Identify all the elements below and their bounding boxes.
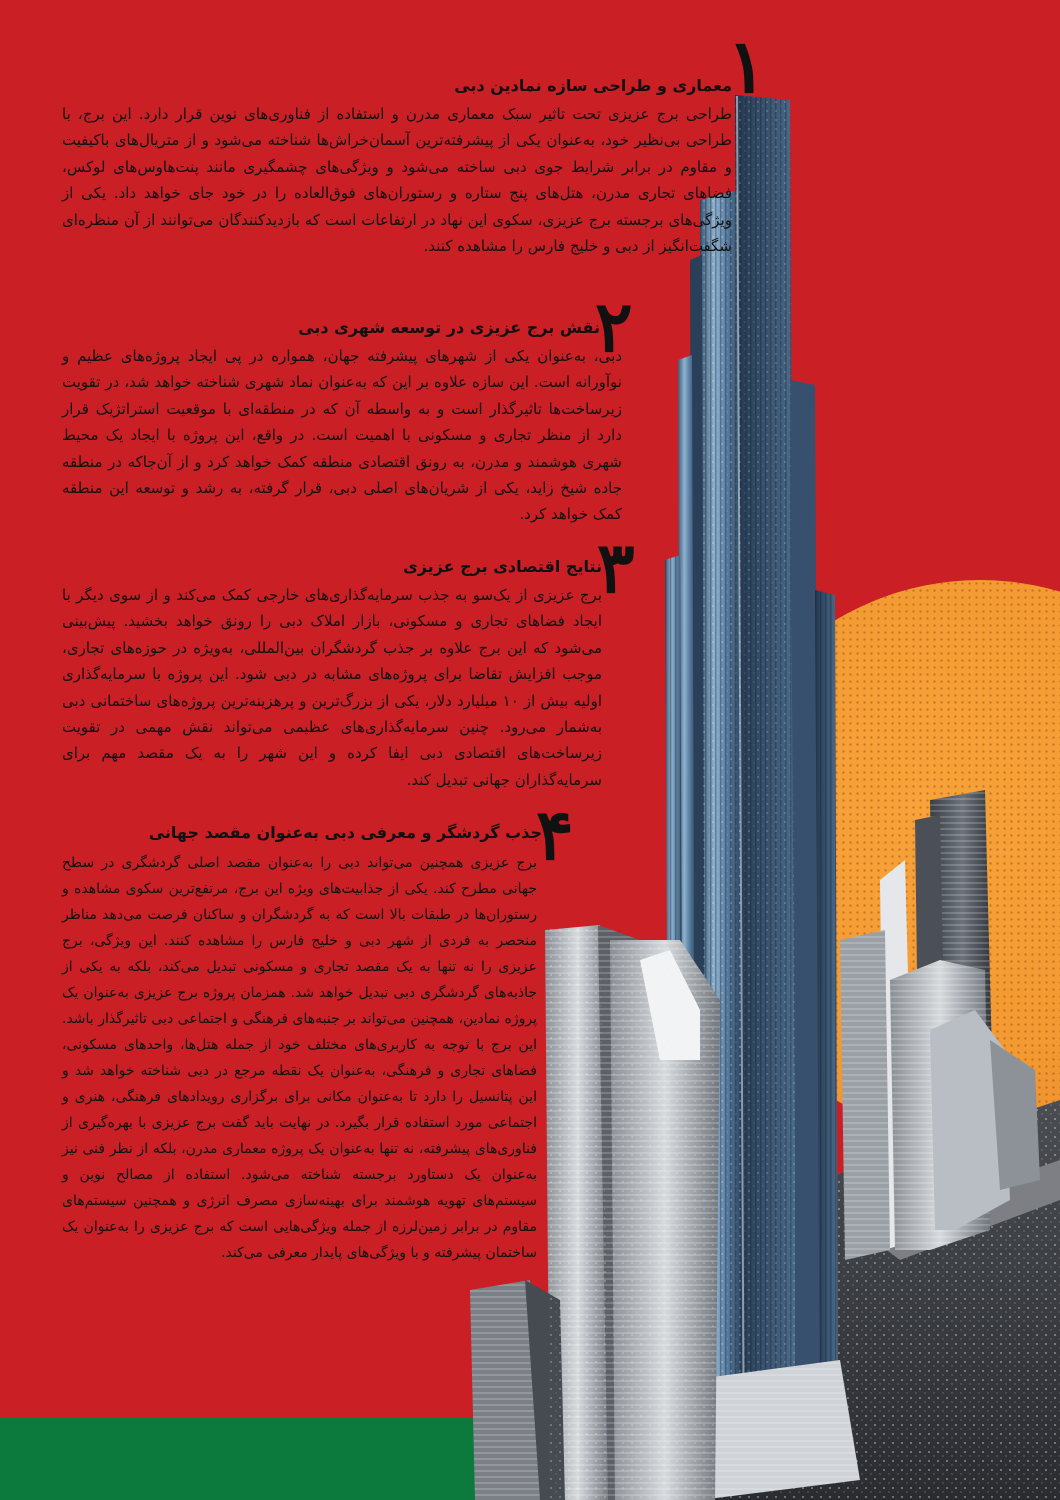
section-2-title: نقش برج عزیزی در توسعه شهری دبی <box>298 318 600 337</box>
section-2-body: دبی، به‌عنوان یکی از شهرهای پیشرفته جهان، همواره در پی ایجاد پروژه‌های عظیم و نوآورانه است. این سازه علاوه بر این که به‌عنوان نماد شهری شناخته خواهد شد، در تقویت زیرساخت‌ها تاثیرگذار است و به واسطه آن که در منطقه‌ای با موقعیت استراتژیک قرار دارد از منظر تجاری و مسکونی با اهمیت است. در واقع، این پروژه با ایجاد یک محیط شهری هوشمند و مدرن، به رونق اقتصادی منطقه کمک خواهد کرد و از آن‌جاکه در منطقه جاده شیخ زاید، یکی از شریان‌های اصلی دبی، قرار گرفته، به رشد و توسعه این منطقه کمک خواهد کرد. <box>62 347 622 524</box>
section-3-title: نتایج اقتصادی برج عزیزی <box>403 557 602 576</box>
section-3-number: ۳ <box>597 526 635 609</box>
section-4-body: برج عزیزی همچنین می‌تواند دبی را به‌عنوان مقصد اصلی گردشگری در سطح جهانی مطرح کند. یکی از جذابیت‌های ویژه این برج، مرتفع‌ترین سکوی مشاهده و رستوران‌ها در طبقات بالا است که به گردشگران و ساکنان فرصت می‌دهد مناظر منحصر به فردی از شهر دبی و خلیج فارس را مشاهده کنند. این ویژگی، برج عزیزی را نه تنها به یک مقصد تجاری و مسکونی تبدیل می‌کند، بلکه به یکی از جاذبه‌های گردشگری دبی تبدیل خواهد شد. همزمان پروژه برج عزیزی به‌عنوان یک پروژه نمادین، همچنین می‌تواند بر جنبه‌های فرهنگی و اجتماعی دبی تاثیرگذار باشد. این برج با توجه به کاربری‌های مختلف خود از جمله هتل‌ها، واحدهای مسکونی، فضاهای تجاری و فرهنگی، به‌عنوان یک نقطه مرجع در دبی شناخته خواهد شد و این پتانسیل را دارد تا به‌عنوان مکانی برای برگزاری رویدادهای فرهنگی، هنری و اجتماعی مورد استفاده قرار بگیرد. در نهایت باید گفت برج عزیزی با بهره‌گیری از فناوری‌های پیشرفته، نه تنها به‌عنوان یک پروژه معماری مدرن، بلکه از نظر فنی نیز به‌عنوان یک دستاورد برجسته شناخته می‌شود. استفاده از مصالح نوین و سیستم‌های تهویه هوشمند برای بهینه‌سازی مصرف انرژی و همچنین سیستم‌های مقاوم در برابر زمین‌لرزه از جمله ویژگی‌هایی است که برج عزیزی را به‌عنوان یک ساختمان پیشرفته و با ویژگی‌های پایدار معرفی می‌کند. <box>62 855 537 1261</box>
section-2-number: ۲ <box>595 285 633 368</box>
section-3-body: برج عزیزی از یک‌سو به جذب سرمایه‌گذاری‌های خارجی کمک می‌کند و از سوی دیگر با ایجاد فضاهای تجاری و مسکونی، بازار املاک دبی را رونق خواهد بخشید. پیش‌بینی می‌شود که این برج علاوه بر جذب گردشگران بین‌المللی، به‌ویژه در حوزه‌های تجاری، موجب افزایش تقاضا برای پروژه‌های مشابه در دبی شود. این پروژه با سرمایه‌گذاری اولیه بیش از ۱۰ میلیارد دلار، یکی از بزرگ‌ترین و پرهزینه‌ترین پروژه‌های ساختمانی دبی به‌شمار می‌رود. چنین سرمایه‌گذاری‌های عظیمی می‌تواند نقش مهمی در تقویت زیرساخت‌های اقتصادی دبی ایفا کرده و این شهر را به یک مقصد مهم برای سرمایه‌گذاران جهانی تبدیل کند. <box>62 586 602 789</box>
section-1-number: ۱ <box>727 24 767 110</box>
section-4-title: جذب گردشگر و معرفی دبی به‌عنوان مقصد جهانی <box>148 823 542 842</box>
section-1-title: معماری و طراحی سازه نمادین دبی <box>454 76 732 95</box>
section-4-number: ۴ <box>536 793 574 876</box>
section-1-body: طراحی برج عزیزی تحت تاثیر سبک معماری مدرن و استفاده از فناوری‌های نوین قرار دارد. این برج، با طراحی بی‌نظیر خود، به‌عنوان یکی از پیشرفته‌ترین آسمان‌خراش‌ها شناخته می‌شود و از متریال‌های باکیفیت و مقاوم در برابر شرایط جوی دبی ساخته می‌شود و ویژگی‌های چشمگیری مانند پنت‌هاوس‌های لوکس، فضاهای تجاری مدرن، هتل‌های پنج ستاره و رستوران‌های فوق‌العاده را در خود جای خواهد داد. یکی از ویژگی‌های برجسته برج عزیزی، سکوی این نهاد در ارتفاعات است که بازدیدکنندگان می‌توانند از آن منظره‌ای شگفت‌انگیز از دبی و خلیج فارس را مشاهده کنند. <box>62 105 732 256</box>
